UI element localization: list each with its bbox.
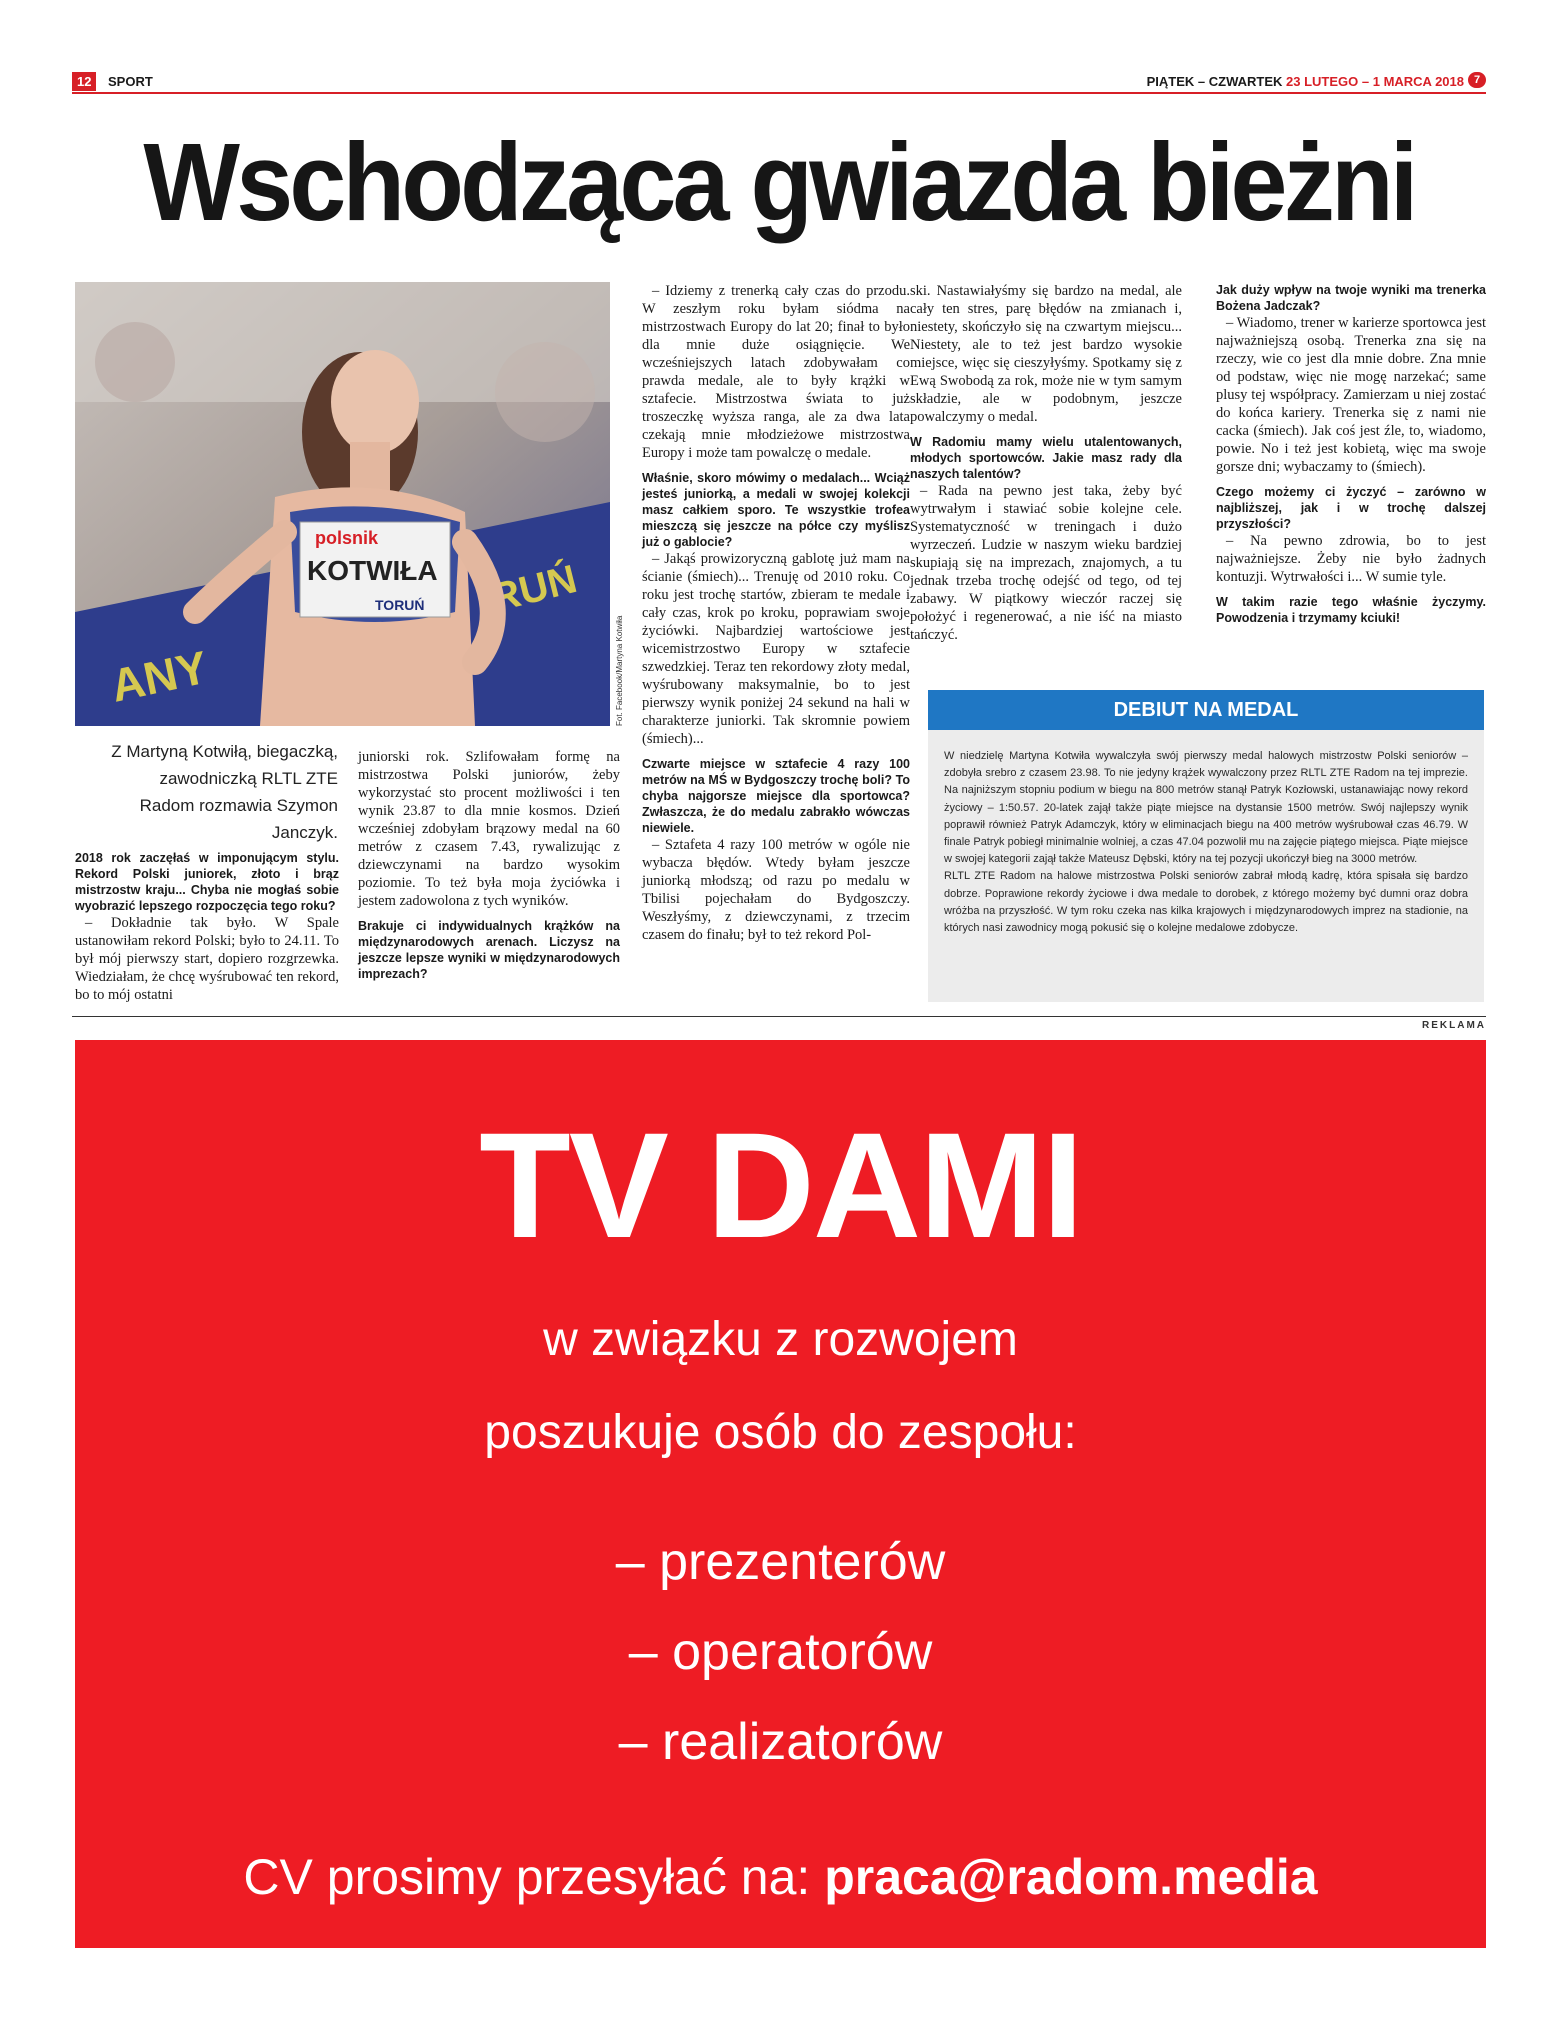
interview-answer: – Wiadomo, trener w karierze sportowca jest najważniejszą osobą. Trenerka zna się na rzeczy, wie co jest dla mnie dobre. Zna mnie od podstaw, więc nie mogę narzekać; same plusy tej współpracy. Zamierzam u niej zostać do końca kariery. Trenerka się z nami nie cacka (śmiech). Jak coś jest źle, to, wiadomo, powie. No i też jest kobietą, więc ma swoje gorsze dni; wybaczamy to (śmiech). (1216, 315, 1486, 475)
photo-credit-text: Fot. Facebook/Martyna Kotwiła (615, 615, 624, 726)
svg-text:ANY: ANY (106, 640, 213, 712)
bib-name: KOTWIŁA (307, 555, 438, 586)
advertisement-label: REKLAMA (1422, 1020, 1486, 1031)
sidebar-box (928, 730, 1484, 1002)
interview-answer: – Na pewno zdrowia, bo to jest najważniejsze. Żeby nie było żadnych kontuzji. Wytrwałości i... W sumie tyle. (1216, 533, 1486, 585)
ad-line: w związku z rozwojem (543, 1313, 1018, 1366)
interview-question: Czego możemy ci życzyć – zarówno w najbliższej, jak i w trochę dalszej przyszłości? (1216, 485, 1486, 531)
interview-answer: – Sztafeta 4 razy 100 metrów w ogóle nie wybacza błędów. Wtedy byłam jeszcze juniorką młodszą; od razu po medalu w Tbilisi pojechałam do Bydgoszczy. Weszłyśmy, z dziewczynami, z trzecim czasem do finału; był to też rekord Pol- (642, 837, 910, 943)
issue-date (1147, 74, 1464, 89)
article-column-5 (1216, 282, 1486, 626)
article-column-4 (910, 282, 1182, 644)
interview-answer: – Jakąś prowizoryczną gablotę już mam na ścianie (śmiech)... Trenuję od 2010 roku. Co roku jest trochę startów, zbieram te medale i cały czas, krok po kroku, poprawiam swoje życiówki. Najbardziej wartościowe jest wicemistrzostwo Europy w sztafecie szwedzkiej. Teraz ten rekordowy złoty medal, wyśrubowany maksymalnie, bo to jest pierwszy wynik poniżej 24 sekund na hali w charakterze juniorki. Tak skromnie powiem (śmiech)... (642, 551, 910, 747)
interview-answer: juniorski rok. Szlifowałam formę na mistrzostwa Polski juniorów, żeby wykorzystać sto procent możliwości i ten wynik 23.87 to dla mnie kosmos. Dzień wcześniej zdobyłam brązowy medal na 60 metrów z czasem 7.43, rywalizując z dziewczynami na bardzo wysokim poziomie. To też była moja życiówka i jestem zadowolona z tych wyników. (358, 749, 620, 909)
interview-question: Właśnie, skoro mówimy o medalach... Wciąż jesteś juniorką, a medali w swojej kolekcji masz całkiem sporo. Te wszystkie trofea mieszczą się jeszcze na półce czy myślisz już o gablocie? (642, 471, 910, 549)
interview-question: W Radomiu mamy wielu utalentowanych, młodych sportowców. Jakie masz rady dla naszych talentów? (910, 435, 1182, 481)
sidebar-box-text (944, 748, 1468, 937)
interview-question: Czwarte miejsce w sztafecie 4 razy 100 metrów na MŚ w Bydgoszczy trochę boli? To chyba najgorsze miejsce dla sportowca? Zwłaszcza, że do medalu zabrakło wówczas niewiele. (642, 757, 910, 835)
athlete-photo (75, 282, 610, 726)
ad-email-link[interactable]: praca@radom.media (824, 1849, 1318, 1905)
interview-question: Brakuje ci indywidualnych krążków na międzynarodowych arenach. Liczysz na jeszcze lepsze wyniki w międzynarodowych imprezach? (358, 919, 620, 981)
interview-intro: Z Martyną Kotwiłą, biegaczką, zawodniczką RLTL ZTE Radom rozmawia Szymon Janczyk. (111, 742, 338, 842)
page-header (72, 72, 1486, 92)
issue-days: PIĄTEK – CZWARTEK (1146, 74, 1283, 89)
interview-answer: – Idziemy z trenerką cały czas do przodu. W zeszłym roku byłam siódma na mistrzostwach Europy do lat 20; finał to było dla mnie duże osiągnięcie. We wcześniejszych latach zdobywałam co prawda medale, ale to były krążki w sztafecie. Mistrzostwa świata to już troszeczkę wyższa ranga, ale za dwa lata czekają mnie młodzieżowe mistrzostwa Europy i może tam powalczę o medale. (642, 283, 910, 461)
sidebar-box-paragraph: RLTL ZTE Radom na halowe mistrzostwa Polski seniorów zabrał młodą kadrę, która spisała się bardzo dobrze. Poprawione rekordy życiowe i dwa medale to dorobek, z którego możemy być dumni oraz dobra wróżba na przyszłość. W tym roku czeka nas kilka krajowych i międzynarodowych imprez na stadionie, na których nasi zawodnicy mogą pokusić się o kolejne medalowe zdobycze. (944, 870, 1468, 935)
interview-question: W takim razie tego właśnie życzymy. Powodzenia i trzymamy kciuki! (1216, 595, 1486, 625)
article-column-2 (358, 748, 620, 982)
section-divider (72, 1016, 1486, 1017)
advertisement (75, 1040, 1486, 1948)
ad-title: TV DAMI (479, 1101, 1082, 1269)
interview-question: 2018 rok zaczęłaś w imponującym stylu. Rekord Polski juniorek, złoto i brąz mistrzostw kraju... Chyba nie mogłaś sobie wyobrazić lepszego rozpoczęcia tego roku? (75, 851, 339, 913)
bib-sponsor: polsnik (315, 528, 379, 548)
article-column-3 (642, 282, 910, 944)
headline: Wschodząca gwiazda bieżni (143, 121, 1415, 244)
interview-answer: ski. Nastawiałyśmy się bardzo na medal, ale cały ten stres, parę błędów na zmianach i, niestety, skończyło się na czwartym miejscu... Niestety, ale to też jest bardzo wysokie miejsce, więc się cieszyłyśmy. Spotkamy się z Ewą Swobodą za rok, może nie w tym samym składzie, ale w podobnym, jeszcze powalczymy o medal. (910, 283, 1182, 425)
photo-credit (614, 520, 628, 726)
page-number: 12 (72, 72, 96, 91)
sidebar-box-paragraph: W niedzielę Martyna Kotwiła wywalczyła swój pierwszy medal halowych mistrzostw Polski seniorów – zdobyła srebro z czasem 23.98. To nie jedyny krążek wywalczony przez RLTL ZTE Radom na tej imprezie. Na najniższym stopniu podium w biegu na 800 metrów stanął Patryk Kozłowski, ustanawiając nowy rekord życiowy – 1:50.57. 20-latek zajął także piąte miejsce na dystansie 1500 metrów. Swój najlepszy wynik poprawił również Patryk Adamczyk, który w eliminacjach biegu na 400 metrów wyśrubował czas 46.79. W finale Patryk pobiegł minimalnie wolniej, a czas 47.04 pozwolił mu na zajęcie piątego miejsca. Piąte miejsce w swojej kategorii zajął także Mateusz Dębski, który na tej pozycji ukończył bieg na 3000 metrów. (944, 750, 1468, 866)
ad-cv-text: CV prosimy przesyłać na: (243, 1849, 811, 1905)
ad-job-item: – prezenterów (615, 1533, 946, 1591)
article-column-1 (75, 850, 339, 1004)
interview-answer: – Rada na pewno jest taka, żeby być wytrwałym i stawiać sobie kolejne cele. Systematyczność w treningach i dużo wyrzeczeń. Ludzie w naszym wieku bardziej skupiają się na imprezach, znajomych, a tu jednak trzeba trochę odejść od tego, od tej zabawy. W piątkowy wieczór raczej się położyć i regenerować, a nie iść na miasto tańczyć. (910, 483, 1182, 643)
ad-job-item: – operatorów (628, 1623, 933, 1681)
ad-contact (75, 1845, 1486, 1909)
section-name: SPORT (108, 74, 153, 89)
ad-line: poszukuje osób do zespołu: (484, 1406, 1077, 1459)
svg-text:RUŃ: RUŃ (486, 557, 582, 621)
bib-city: TORUŃ (375, 597, 425, 613)
newspaper-logo-icon: 7 (1468, 72, 1486, 88)
header-rule (72, 92, 1486, 94)
sidebar-box-title: DEBIUT NA MEDAL (928, 690, 1484, 730)
ad-job-item: – realizatorów (618, 1713, 943, 1771)
issue-date-range: 23 LUTEGO – 1 MARCA 2018 (1286, 74, 1464, 89)
interview-question: Jak duży wpływ na twoje wyniki ma trenerka Bożena Jadczak? (1216, 283, 1486, 313)
interview-answer: – Dokładnie tak było. W Spale ustanowiłam rekord Polski; było to 24.11. To był mój pierwszy start, dopiero rozgrzewka. Wiedziałam, że chcę wyśrubować ten rekord, bo to mój ostatni (75, 915, 339, 1003)
